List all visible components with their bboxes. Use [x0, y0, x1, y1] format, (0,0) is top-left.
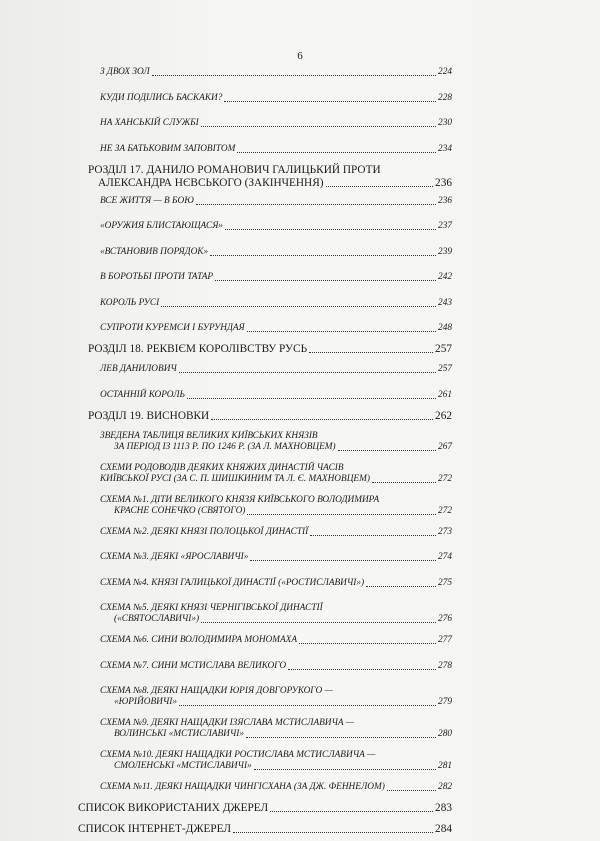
dot-leader	[152, 75, 436, 76]
toc-entry-title: «ВСТАНОВИВ ПОРЯДОК»	[100, 246, 209, 257]
dot-leader	[224, 101, 436, 102]
toc-entry-page: 239	[438, 246, 452, 257]
toc-entry-page: 272	[438, 505, 452, 516]
dot-leader	[161, 306, 436, 307]
toc-entry[interactable]	[78, 144, 452, 155]
dot-leader	[211, 419, 433, 420]
toc-entry[interactable]	[78, 118, 452, 129]
toc-entry[interactable]	[78, 578, 452, 589]
toc-entry-page: 272	[438, 473, 452, 484]
toc-entry[interactable]	[78, 247, 452, 258]
toc-entry-page: 243	[438, 297, 452, 308]
toc-entry-page: 261	[438, 389, 452, 400]
dot-leader	[309, 352, 433, 353]
toc-entry-title-line2: («СВЯТОСЛАВИЧІ»)	[114, 614, 200, 624]
toc-entry-page: 230	[438, 118, 452, 128]
toc-entry-title-line2: СМОЛЕНСЬКІ «МСТИСЛАВИЧІ»	[114, 761, 252, 771]
toc-entry-title: СХЕМА №2. ДЕЯКІ КНЯЗІ ПОЛОЦЬКОЇ ДИНАСТІЇ	[100, 526, 309, 537]
toc-entry-title: КОРОЛЬ РУСІ	[100, 297, 160, 308]
toc-entry-page: 278	[438, 660, 452, 671]
toc-entry[interactable]	[78, 527, 452, 538]
toc-entry-title: ВСЕ ЖИТТЯ — В БОЮ	[100, 195, 194, 206]
toc-section-page: 283	[435, 802, 452, 814]
dot-leader	[338, 450, 436, 451]
toc-entry-page: 280	[438, 729, 452, 739]
toc-entry-title-line2: ЗА ПЕРІОД ІЗ 1113 Р. ПО 1246 Р. (ЗА Л. МАХНОВЦЕМ)	[114, 441, 336, 452]
toc-section-title: СПИСОК ІНТЕРНЕТ-ДЖЕРЕЛ	[78, 823, 232, 835]
dot-leader	[201, 622, 436, 623]
dot-leader	[254, 769, 436, 770]
toc-entry[interactable]	[78, 67, 452, 78]
toc-entry-page: 234	[438, 143, 452, 154]
toc-entry-title: СХЕМА №11. ДЕЯКІ НАЩАДКИ ЧИНГІСХАНА (ЗА ДЖ. ФЕННЕЛОМ)	[100, 782, 385, 792]
toc-entry-title-line1: СХЕМИ РОДОВОДІВ ДЕЯКИХ КНЯЖИХ ДИНАСТІЙ ЧАСІВ	[100, 462, 344, 473]
toc-entry-page: 267	[438, 441, 452, 452]
toc-chapter[interactable]	[78, 343, 452, 356]
toc-entry-title-line2: ВОЛИНСЬКІ «МСТИСЛАВИЧІ»	[114, 729, 245, 739]
dot-leader	[247, 331, 436, 332]
toc-entry-page: 236	[438, 195, 452, 206]
toc-chapter-page: 262	[435, 409, 452, 422]
toc-entry[interactable]	[78, 635, 452, 646]
dot-leader	[237, 152, 436, 153]
toc-entry[interactable]	[78, 552, 452, 563]
toc-entry[interactable]	[78, 495, 452, 517]
toc-entry-page: 242	[438, 272, 452, 282]
toc-entry-page: 277	[438, 635, 452, 645]
toc-entry[interactable]	[78, 603, 452, 625]
dot-leader	[288, 669, 436, 670]
toc-entry[interactable]	[78, 323, 452, 334]
toc-entry-page: 279	[438, 697, 452, 707]
toc-section-title: СПИСОК ВИКОРИСТАНИХ ДЖЕРЕЛ	[78, 802, 269, 814]
toc-entry[interactable]	[78, 272, 452, 283]
toc-entry[interactable]	[78, 750, 452, 772]
toc-entry-title: ЛЕВ ДАНИЛОВИЧ	[100, 364, 177, 374]
toc-entry[interactable]	[78, 390, 452, 401]
toc-entry-page: 224	[438, 67, 452, 77]
toc-entry-page: 237	[438, 221, 452, 231]
toc-entry-title: СУПРОТИ КУРЕМСИ І БУРУНДАЯ	[100, 323, 245, 333]
toc-entry-title: НЕ ЗА БАТЬКОВИМ ЗАПОВІТОМ	[100, 143, 236, 154]
toc-entry-title: В БОРОТЬБІ ПРОТИ ТАТАР	[100, 272, 214, 282]
dot-leader	[201, 126, 436, 127]
toc-entry-title: СХЕМА №6. СИНИ ВОЛОДИМИРА МОНОМАХА	[100, 635, 298, 645]
toc-entry[interactable]	[78, 364, 452, 375]
dot-leader	[299, 643, 436, 644]
toc-chapter-title-line1: РОЗДІЛ 17. ДАНИЛО РОМАНОВИЧ ГАЛИЦЬКИЙ ПРОТИ	[88, 163, 381, 176]
page-number: 6	[297, 50, 303, 62]
toc-entry-title: НА ХАНСЬКІЙ СЛУЖБІ	[100, 118, 199, 128]
toc-section[interactable]	[78, 802, 452, 815]
toc-entry-page: 257	[438, 364, 452, 374]
dot-leader	[233, 832, 433, 833]
toc-entry-page: 275	[438, 577, 452, 588]
toc-chapter-page: 236	[435, 176, 452, 189]
toc-entry-title-line2: КРАСНЕ СОНЕЧКО (СВЯТОГО)	[114, 505, 246, 516]
toc-entry-title-line1: СХЕМА №10. ДЕЯКІ НАЩАДКИ РОСТИСЛАВА МСТИСЛАВИЧА —	[100, 750, 376, 760]
toc-entry-title: СХЕМА №3. ДЕЯКІ «ЯРОСЛАВИЧІ»	[100, 552, 249, 562]
toc-entry-title: З ДВОХ ЗОЛ	[100, 67, 150, 77]
dot-leader	[247, 514, 436, 515]
dot-leader	[225, 229, 436, 230]
toc-section-page: 284	[435, 823, 452, 835]
dot-leader	[215, 280, 436, 281]
toc-entry[interactable]	[78, 221, 452, 232]
toc-entry[interactable]	[78, 93, 452, 104]
toc-chapter-page: 257	[435, 343, 452, 355]
toc-entry-title: «ОРУЖИЯ БЛИСТАЮЩАСЯ»	[100, 221, 223, 231]
toc-entry-title-line1: СХЕМА №9. ДЕЯКІ НАЩАДКИ ІЗЯСЛАВА МСТИСЛАВИЧА —	[100, 718, 355, 728]
toc-entry-page: 276	[438, 614, 452, 624]
dot-leader	[196, 204, 436, 205]
toc-entry-page: 274	[438, 552, 452, 562]
dot-leader	[387, 790, 436, 791]
dot-leader	[372, 482, 436, 483]
toc-entry-page: 228	[438, 92, 452, 103]
dot-leader	[310, 535, 436, 536]
dot-leader	[326, 186, 434, 187]
toc-entry[interactable]	[78, 196, 452, 207]
toc-entry[interactable]	[78, 782, 452, 793]
dot-leader	[366, 586, 436, 587]
toc-entry-title-line1: СХЕМА №8. ДЕЯКІ НАЩАДКИ ЮРІЯ ДОВГОРУКОГО —	[100, 686, 333, 696]
toc-chapter[interactable]	[78, 164, 452, 190]
dot-leader	[187, 398, 436, 399]
dot-leader	[246, 737, 436, 738]
dot-leader	[179, 705, 436, 706]
toc-chapter[interactable]	[78, 410, 452, 423]
dot-leader	[179, 372, 436, 373]
toc-entry[interactable]	[78, 463, 452, 485]
toc-entry-page: 282	[438, 782, 452, 792]
toc-chapter-title-line2: АЛЕКСАНДРА НЄВСЬКОГО (ЗАКІНЧЕННЯ)	[98, 176, 324, 189]
toc-entry-page: 273	[438, 526, 452, 537]
toc-entry-title-line2: «ЮРІЙОВИЧІ»	[114, 697, 177, 707]
toc-entry[interactable]	[78, 431, 452, 453]
toc-entry-page: 281	[438, 761, 452, 771]
toc-chapter-title: РОЗДІЛ 19. ВИСНОВКИ	[88, 409, 210, 422]
toc-entry-title: СХЕМА №7. СИНИ МСТИСЛАВА ВЕЛИКОГО	[100, 660, 287, 671]
toc-entry-page: 248	[438, 323, 452, 333]
dot-leader	[210, 255, 436, 256]
toc-section[interactable]	[78, 823, 452, 836]
toc-entry-title: СХЕМА №4. КНЯЗІ ГАЛИЦЬКОЇ ДИНАСТІЇ («РОСТИСЛАВИЧІ»)	[100, 577, 365, 588]
toc-entry-title-line2: КИЇВСЬКОЇ РУСІ (ЗА С. П. ШИШКИНИМ ТА Л. Є. МАХНОВЦЕМ)	[100, 473, 370, 484]
toc-entry-title-line1: ЗВЕДЕНА ТАБЛИЦЯ ВЕЛИКИХ КИЇВСЬКИХ КНЯЗІВ	[100, 430, 318, 441]
dot-leader	[270, 811, 433, 812]
toc-entry-title: ОСТАННІЙ КОРОЛЬ	[100, 389, 186, 400]
table-of-contents	[78, 67, 452, 841]
toc-entry-title-line1: СХЕМА №1. ДІТИ ВЕЛИКОГО КНЯЗЯ КИЇВСЬКОГО ВОЛОДИМИРА	[100, 494, 380, 505]
toc-entry-title-line1: СХЕМА №5. ДЕЯКІ КНЯЗІ ЧЕРНІГІВСЬКОЇ ДИНАСТІЇ	[100, 603, 323, 613]
toc-entry[interactable]	[78, 686, 452, 708]
toc-entry[interactable]	[78, 718, 452, 740]
toc-entry[interactable]	[78, 661, 452, 672]
toc-entry-title: КУДИ ПОДІЛИСЬ БАСКАКИ?	[100, 92, 223, 103]
toc-chapter-title: РОЗДІЛ 18. РЕКВІЄМ КОРОЛІВСТВУ РУСЬ	[88, 343, 308, 355]
toc-entry[interactable]	[78, 298, 452, 309]
dot-leader	[250, 560, 436, 561]
